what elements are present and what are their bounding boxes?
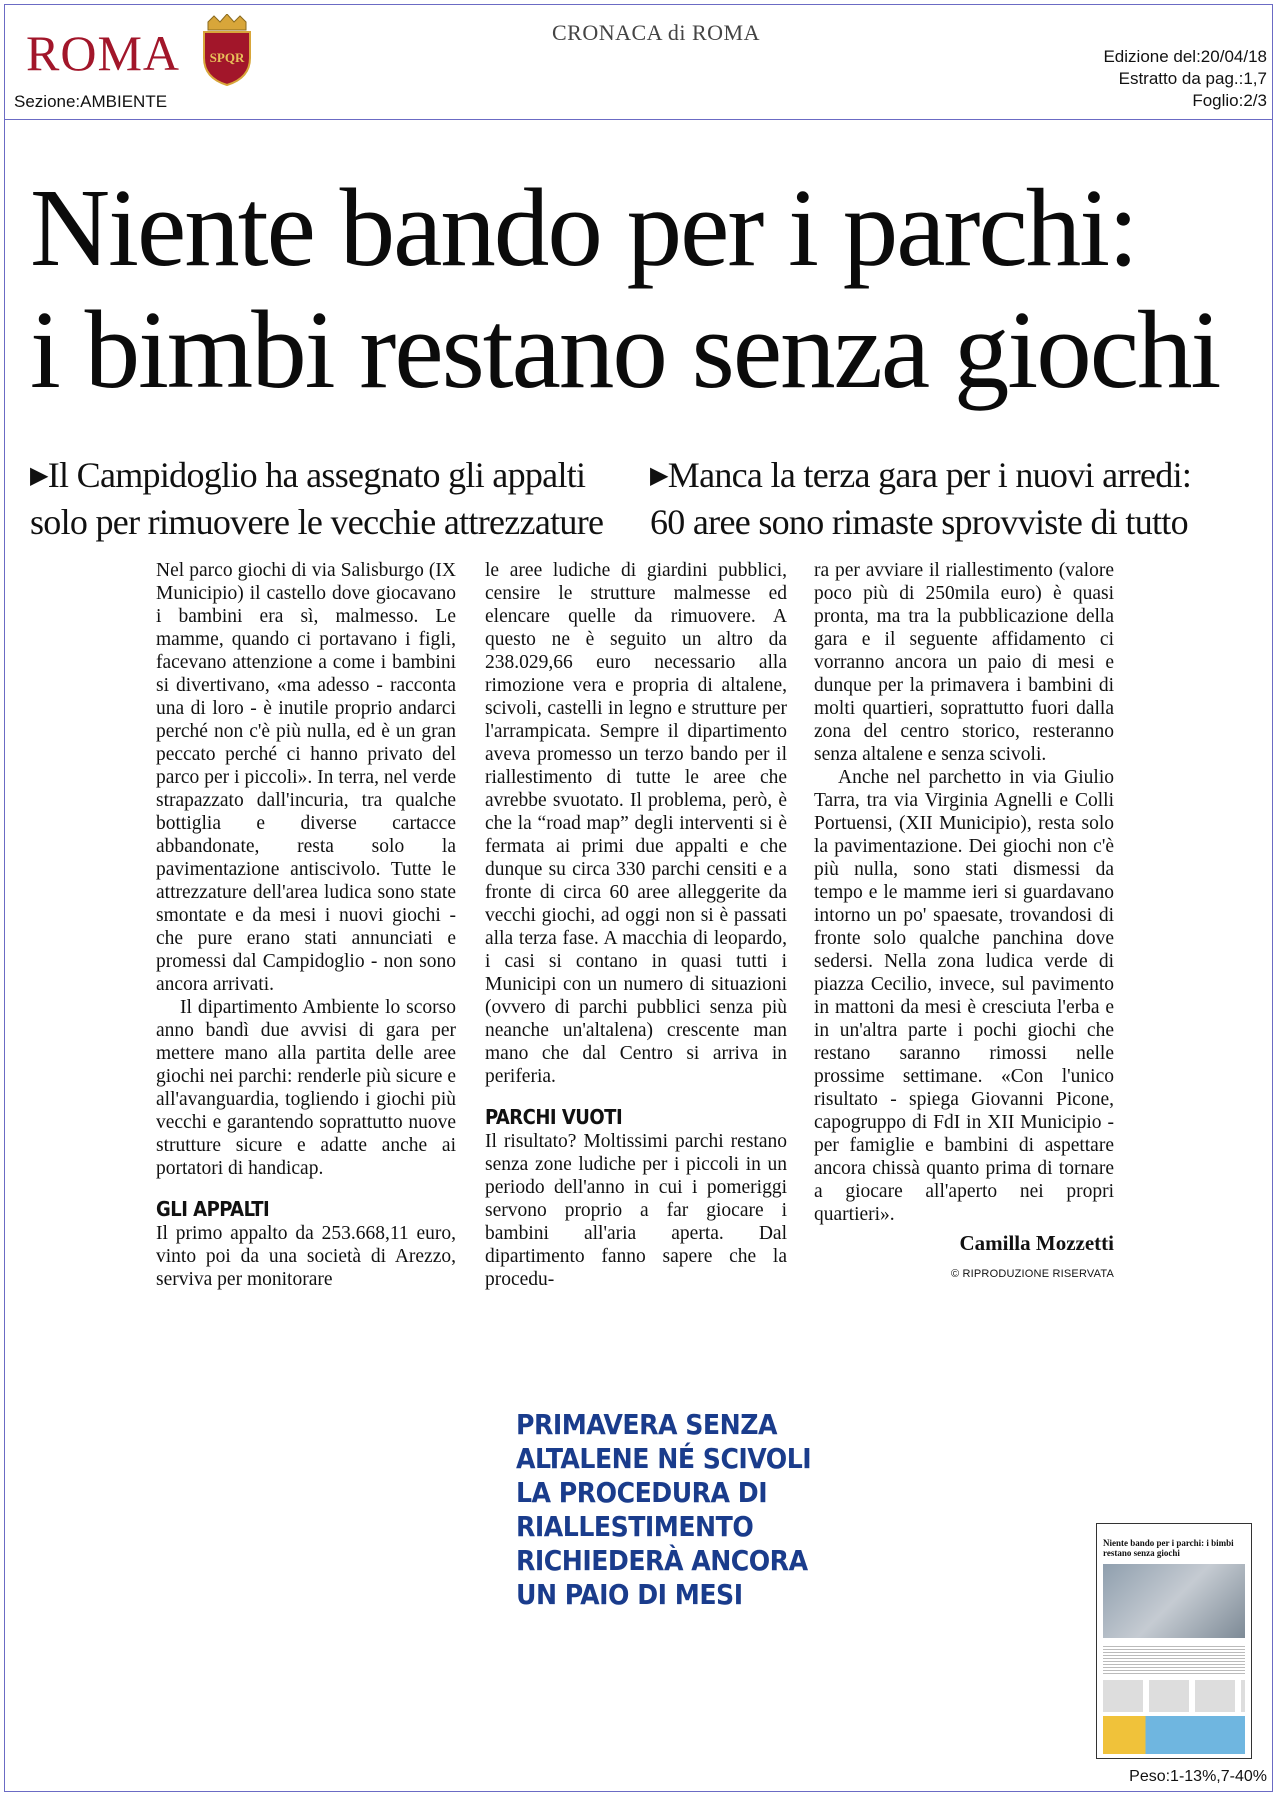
roma-crest-icon [198,14,256,86]
subhead-parchi-vuoti: PARCHI VUOTI [485,1105,623,1129]
article-column-3 [814,559,1114,1286]
masthead-title: CRONACA di ROMA [552,20,760,45]
page-thumbnail [1096,1523,1252,1759]
section-label: Sezione:AMBIENTE [14,92,168,111]
paragraph: Nel parco giochi di via Salisburgo (IX Municipio) il castello dove giocavano i bambini era sì, malmesso. Le mamme, quando ci portavano i figli, facevano attenzione a come i bambini si divertivano, «ma adesso - racconta una di loro - è inutile proprio andarci perché non c'è più nulla, ed è un gran peccato perché ci hanno privato del parco per i piccoli». In terra, nel verde strapazzato dall'incuria, tra qualche bottiglia e diverse cartacce abbandonate, resta solo la pavimentazione antiscivolo. Tutte le attrezzature dell'area ludica sono state smontate e da mesi i nuovi giochi - che pure erano stati annunciati e promessi dal Campidoglio - non sono ancora arrivati. [156,560,456,995]
extract-pages: Estratto da pag.:1,7 [1118,69,1267,88]
header-divider [4,119,1273,120]
thumbnail-ad [1103,1716,1245,1754]
paragraph: Il risultato? Moltissimi parchi restano senza zone ludiche per i piccoli in un periodo dell'anno in cui i pomeriggi servono proprio a far giocare i bambini all'aria aperta. Dal dipartimento fanno sapere che la procedu- [485,1131,787,1290]
headline-line-2: i bimbi restano senza giochi [30,289,1220,412]
sheet-number: Foglio:2/3 [1192,91,1267,110]
thumbnail-photo [1103,1564,1245,1638]
edition-info [1103,46,1267,112]
deck-left-line-1: Il Campidoglio ha assegnato gli appalti [47,455,586,495]
pull-quote: PRIMAVERA SENZA ALTALENE NÉ SCIVOLI LA PROCEDURA DI RIALLESTIMENTO RICHIEDERÀ ANCORA UN PAIO DI MESI [516,1408,812,1611]
article-column-1 [156,559,456,1291]
deck-right [650,452,1270,545]
deck-right-line-1: Manca la terza gara per i nuovi arredi: [667,455,1192,495]
triangle-bullet-icon: ▶ [30,463,48,489]
paragraph: Anche nel parchetto in via Giulio Tarra, tra via Virginia Agnelli e Colli Portuensi, (XII Municipio), resta solo la pavimentazione. Dei giochi non c'è più nulla, sono stati dismessi da tempo e le mamme ieri si guardavano intorno un po' spaesate, trovandosi di fronte solo qualche panchina dove sedersi. Nella zona ludica verde di piazza Cecilio, invece, sul pavimento in mattoni da mesi è cresciuta l'erba e in un'altra parte i pochi giochi che restano saranno rimossi nelle prossime settimane. «Con l'unico risultato - spiega Giovanni Picone, capogruppo di FdI in XII Municipio - per famiglie e bambini di aspettare ancora chissà quanto prima di tornare a giocare all'aperto nei propri quartieri». [814,767,1114,1225]
deck-right-line-2: 60 aree sono rimaste sprovviste di tutto [650,502,1188,542]
headline-line-1: Niente bando per i parchi: [30,167,1137,290]
subhead-appalti: GLI APPALTI [156,1197,270,1221]
article-column-2 [485,559,787,1291]
paragraph: ra per avviare il riallestimento (valore poco più di 250mila euro) è quasi pronta, ma tra la pubblicazione della gara e il seguente affidamento ci vorranno ancora un paio di mesi e dunque per la primavera i bambini di molti quartieri, soprattutto fuori dalla zona del centro storico, resteranno senza altalene e senza scivoli. [814,560,1114,765]
thumbnail-text-block [1103,1644,1245,1674]
rights-notice: © RIPRODUZIONE RISERVATA [950,1268,1114,1280]
byline: Camilla Mozzetti [959,1231,1114,1255]
triangle-bullet-icon: ▶ [650,463,668,489]
roma-logo-text: ROMA [26,25,181,81]
weight-info: Peso:1-13%,7-40% [1129,1768,1267,1785]
paragraph: Il primo appalto da 253.668,11 euro, vinto poi da una società di Arezzo, serviva per monitorare [156,1223,456,1290]
article-headline [30,168,1260,412]
deck-left-line-2: solo per rimuovere le vecchie attrezzature [30,502,604,542]
paragraph: le aree ludiche di giardini pubblici, censire le strutture malmesse ed elencare quelle da rimuovere. A questo ne è seguito un altro da 238.029,66 euro necessario alla rimozione vera e propria di altalene, scivoli, castelli in legno e strutture per l'arrampicata. Sempre il dipartimento aveva promesso un terzo bando per il riallestimento di tutte le aree che avrebbe svuotato. Il problema, però, è che la “road map” degli interventi si è fermata ai primi due appalti e che dunque su circa 330 parchi censiti e a fronte di circa 60 aree alleggerite da vecchi giochi, ad oggi non si è passati alla terza fase. A macchia di leopardo, i casi si contano in quasi tutti i Municipi con un numero di situazioni (ovvero di parchi pubblici senza più neanche un'altalena) crescente man mano che dal Centro si arriva in periferia. [485,560,787,1087]
edition-date: Edizione del:20/04/18 [1103,47,1267,66]
thumbnail-lower-block [1103,1680,1245,1712]
paragraph: Il dipartimento Ambiente lo scorso anno bandì due avvisi di gara per mettere mano alla partita delle aree giochi nei parchi: renderle più sicure e all'avanguardia, togliendo i giochi più vecchi e garantendo soprattutto nuove strutture sicure e adatte anche ai portatori di handicap. [156,997,456,1179]
crest-text: SPQR [209,50,245,65]
deck-left [30,452,650,545]
thumbnail-headline: Niente bando per i parchi: i bimbi restano senza giochi [1103,1538,1234,1558]
